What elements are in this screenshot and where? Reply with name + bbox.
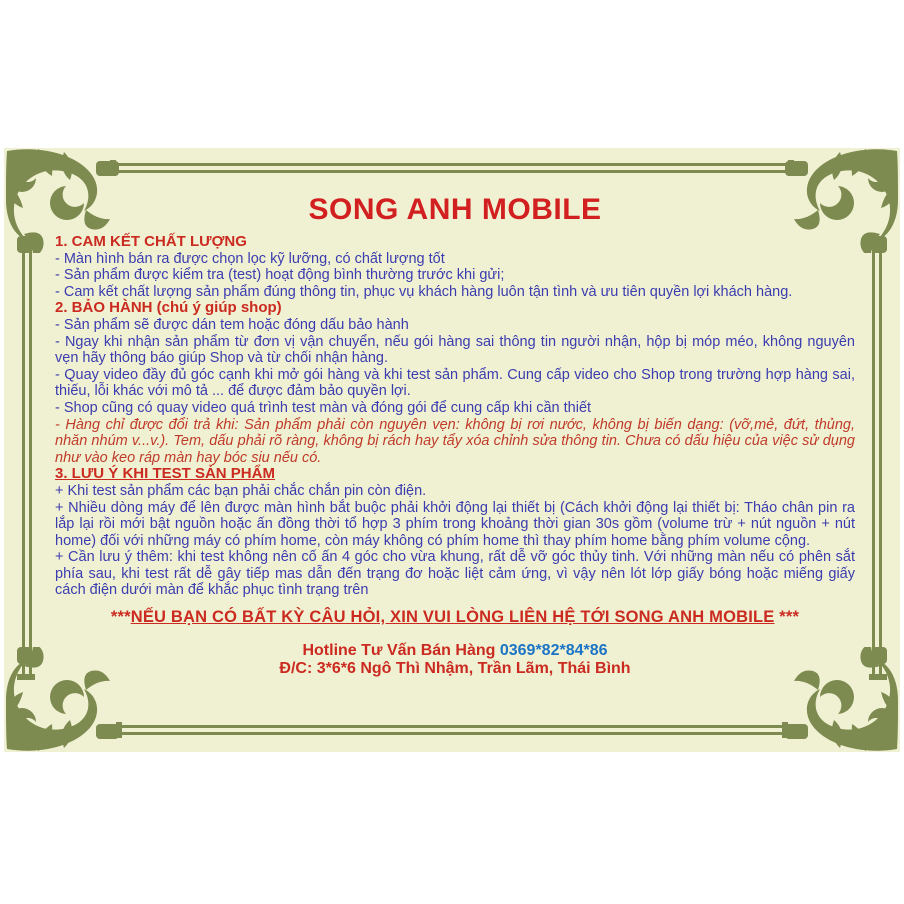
shop-title: SONG ANH MOBILE [308,193,602,226]
policy-line: - Shop cũng có quay video quá trình test màn và đóng gói để cung cấp khi cần thiết [55,399,592,416]
policy-line: + Cần lưu ý thêm: khi test không nên cố ấn 4 góc cho vừa khung, rất dễ vỡ góc thủy tinh. Với những màn nếu có phên sắt phía sau, khi test rất dễ gây tiếp mas dẫn đến trạng đơ hoặc liệt cảm ứng, vì vậy nên lót lớp giấy bóng hoặc miếng giấy cách điện dưới màn để khắc phục tình trạng trên [55,549,855,599]
policy-line: - Sản phẩm được kiểm tra (test) hoạt động bình thường trước khi gửi; [55,267,505,284]
policy-line: - Ngay khi nhận sản phẩm từ đơn vị vận chuyển, nếu gói hàng sai thông tin người nhận, hộp bị móp méo, không nguyên vẹn hãy thông báo giúp Shop và từ chối nhận hàng. [55,333,855,367]
border-cap [869,674,887,680]
hotline-number: 0369*82*84*86 [499,642,608,660]
border-rule-bottom [122,725,782,735]
policy-line: + Nhiều dòng máy để lên được màn hình bắt buộc phải khởi động lại thiết bị (Cách khởi động lại thiết bị: Tháo chân pin ra lắp lại rồi mới bật nguồn hoặc ấn đồng thời tổ hợp 3 phím trong khoảng thời gian 30s gồm (volume trừ + nút nguồn + nút home) đối với những máy có phím home, còn máy không có phím home thì thay phím home bằng phím volume cộng. [55,499,855,549]
address-line: Đ/C: 3*6*6 Ngô Thì Nhậm, Trần Lãm, Thái Bình [279,659,631,677]
card-content [55,148,855,677]
border-cap [17,244,35,250]
section-heading-testing: 3. LƯU Ý KHI TEST SẢN PHẨM [55,465,275,483]
border-rule-right [872,250,882,674]
hotline-line [55,642,855,660]
policy-line: + Khi test sản phẩm các bạn phải chắc chắn pin còn điện. [55,482,427,499]
section-heading-quality: 1. CAM KẾT CHẤT LƯỢNG [55,233,247,250]
contact-block [55,642,855,677]
hotline-label: Hotline Tư Vấn Bán Hàng [302,642,500,660]
border-cap [17,674,35,680]
policy-line: - Cam kết chất lượng sản phẩm đúng thông tin, phục vụ khách hàng luôn tận tình và ưu tiên quyền lợi khách hàng. [55,283,793,300]
banner-stars-left: *** [110,608,131,627]
section-heading-warranty: 2. BẢO HÀNH (chú ý giúp shop) [55,299,282,317]
warranty-card [4,148,900,752]
policy-line: - Quay video đầy đủ góc cạnh khi mở gói hàng và khi test sản phẩm. Cung cấp video cho Shop trong trường hợp hàng sai, thiếu, lỗi khác với mô tả ... để được đảm bảo quyền lợi. [55,366,855,400]
border-cap [869,244,887,250]
policy-text [55,234,855,599]
return-conditions-note: - Hàng chỉ được đổi trả khi: Sản phẩm phải còn nguyên vẹn: không bị rơi nước, không bị biến dạng: (vỡ,mẻ, đứt, thủng, nhăn nhúm v...v.). Tem, dấu phải rõ ràng, không bị rách hay tẩy xóa chỉnh sửa thông tin. Chưa có dấu hiệu của việc sử dụng như vào keo ráp màn hay bóc siu nếu có. [55,416,855,466]
border-rule-left [22,250,32,674]
banner-stars-right: *** [774,608,800,627]
border-cap [116,722,122,738]
banner-text: NẾU BẠN CÓ BẤT KỲ CÂU HỎI, XIN VUI LÒNG LIÊN HỆ TỚI SONG ANH MOBILE [130,608,775,627]
contact-banner [55,608,855,627]
border-cap [782,722,788,738]
policy-line: - Sản phẩm sẽ được dán tem hoặc đóng dấu bảo hành [55,316,409,333]
policy-line: - Màn hình bán ra được chọn lọc kỹ lưỡng, có chất lượng tốt [55,250,445,267]
